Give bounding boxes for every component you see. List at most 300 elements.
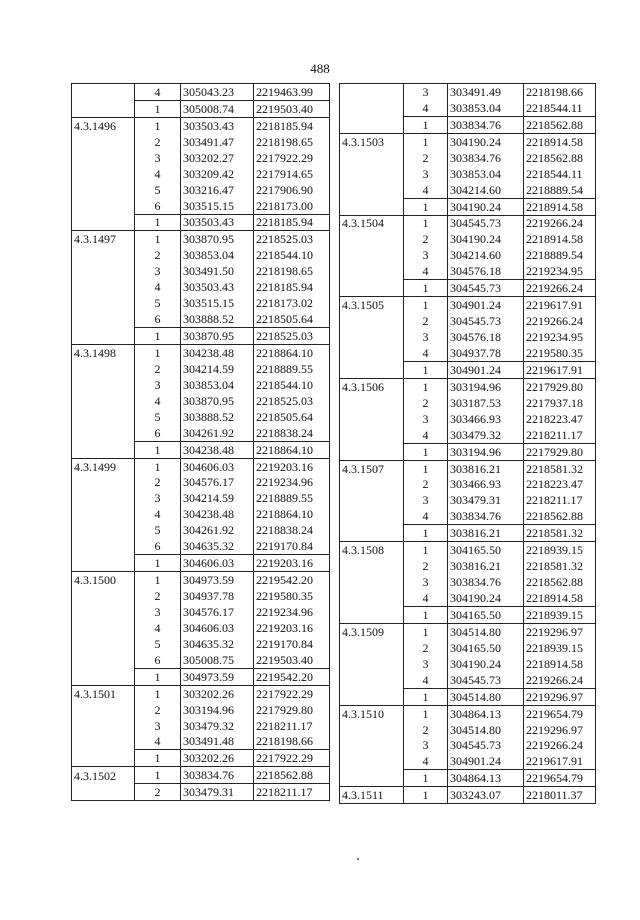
point-number-cell: 2 (135, 361, 181, 377)
point-number-cell: 4 (404, 345, 448, 361)
table-row (340, 133, 596, 149)
y-coordinate-cell: 2218914.58 (524, 133, 596, 149)
x-coordinate-cell: 303194.96 (448, 443, 524, 460)
table-row (72, 328, 330, 345)
point-number-cell: 1 (404, 770, 448, 787)
y-coordinate-cell: 2218211.17 (254, 718, 330, 734)
table-row (340, 688, 596, 705)
y-coordinate-cell: 2218562.88 (524, 116, 596, 133)
table-row (72, 555, 330, 572)
x-coordinate-cell: 303834.76 (448, 150, 524, 166)
x-coordinate-cell: 304545.73 (448, 672, 524, 688)
y-coordinate-cell: 2217922.29 (254, 150, 330, 166)
parcel-id-cell (72, 652, 135, 668)
x-coordinate-cell: 304901.24 (448, 297, 524, 313)
x-coordinate-cell: 305043.23 (181, 84, 254, 101)
parcel-id-cell (72, 490, 135, 506)
x-coordinate-cell: 305008.74 (181, 100, 254, 117)
table-row (72, 572, 330, 588)
x-coordinate-cell: 304864.13 (448, 705, 524, 721)
parcel-id-cell (72, 263, 135, 279)
table-row (340, 492, 596, 508)
table-row (72, 636, 330, 652)
y-coordinate-cell: 2219170.84 (254, 538, 330, 554)
x-coordinate-cell: 303466.93 (448, 411, 524, 427)
point-number-cell: 3 (404, 492, 448, 508)
x-coordinate-cell: 303853.04 (181, 247, 254, 263)
table-row (340, 460, 596, 476)
parcel-id-cell (72, 295, 135, 311)
point-number-cell: 1 (135, 458, 181, 474)
y-coordinate-cell: 2219203.16 (254, 458, 330, 474)
parcel-id-cell (72, 100, 135, 117)
y-coordinate-cell: 2218544.11 (524, 166, 596, 182)
y-coordinate-cell: 2218581.32 (524, 525, 596, 542)
x-coordinate-cell: 304937.78 (448, 345, 524, 361)
point-number-cell: 1 (404, 361, 448, 378)
parcel-id-cell (72, 393, 135, 409)
point-number-cell: 1 (404, 607, 448, 624)
table-row (340, 280, 596, 297)
parcel-id-cell (340, 443, 404, 460)
table-row (72, 668, 330, 685)
x-coordinate-cell: 303503.43 (181, 279, 254, 295)
y-coordinate-cell: 2219234.95 (524, 263, 596, 279)
y-coordinate-cell: 2218864.10 (254, 345, 330, 361)
parcel-id-cell: 4.3.1507 (340, 460, 404, 476)
table-row (340, 427, 596, 443)
parcel-id-cell (340, 345, 404, 361)
x-coordinate-cell: 303491.48 (181, 734, 254, 750)
table-row (72, 100, 330, 117)
table-row (340, 705, 596, 721)
parcel-id-cell (72, 750, 135, 767)
point-number-cell: 2 (404, 231, 448, 247)
x-coordinate-cell: 304190.24 (448, 198, 524, 215)
y-coordinate-cell: 2218198.66 (524, 84, 596, 100)
table-row (72, 182, 330, 198)
table-row (72, 409, 330, 425)
y-coordinate-cell: 2218838.24 (254, 522, 330, 538)
table-row (72, 652, 330, 668)
table-row (72, 767, 330, 784)
parcel-id-cell (340, 607, 404, 624)
parcel-id-cell (72, 84, 135, 101)
point-number-cell: 2 (404, 313, 448, 329)
table-row (340, 753, 596, 769)
coordinates-table-right (339, 83, 596, 804)
x-coordinate-cell: 304606.03 (181, 555, 254, 572)
parcel-id-cell: 4.3.1509 (340, 623, 404, 639)
table-row (340, 247, 596, 263)
y-coordinate-cell: 2217922.29 (254, 750, 330, 767)
y-coordinate-cell: 2219203.16 (254, 620, 330, 636)
parcel-id-cell: 4.3.1500 (72, 572, 135, 588)
parcel-id-cell (72, 150, 135, 166)
y-coordinate-cell: 2217937.18 (524, 395, 596, 411)
x-coordinate-cell: 304214.59 (181, 490, 254, 506)
parcel-id-cell: 4.3.1503 (340, 133, 404, 149)
point-number-cell: 2 (135, 475, 181, 491)
point-number-cell: 3 (135, 377, 181, 393)
table-row (340, 787, 596, 804)
y-coordinate-cell: 2218173.00 (254, 198, 330, 214)
x-coordinate-cell: 303216.47 (181, 182, 254, 198)
y-coordinate-cell: 2217914.65 (254, 166, 330, 182)
table-row (72, 425, 330, 441)
parcel-id-cell (72, 522, 135, 538)
y-coordinate-cell: 2218223.47 (524, 477, 596, 493)
point-number-cell: 3 (404, 166, 448, 182)
parcel-id-cell (72, 247, 135, 263)
y-coordinate-cell: 2219234.96 (254, 604, 330, 620)
y-coordinate-cell: 2218173.02 (254, 295, 330, 311)
point-number-cell: 1 (404, 460, 448, 476)
y-coordinate-cell: 2218939.15 (524, 640, 596, 656)
point-number-cell: 3 (404, 247, 448, 263)
point-number-cell: 1 (135, 767, 181, 784)
table-row (340, 443, 596, 460)
parcel-id-cell: 4.3.1501 (72, 685, 135, 701)
point-number-cell: 2 (404, 477, 448, 493)
parcel-id-cell (340, 574, 404, 590)
parcel-id-cell (340, 150, 404, 166)
x-coordinate-cell: 303515.15 (181, 295, 254, 311)
table-row (340, 558, 596, 574)
table-row (340, 100, 596, 116)
table-row (340, 116, 596, 133)
y-coordinate-cell: 2219580.35 (254, 588, 330, 604)
parcel-id-cell (340, 411, 404, 427)
y-coordinate-cell: 2218544.10 (254, 247, 330, 263)
table-row (340, 525, 596, 542)
parcel-id-cell (340, 231, 404, 247)
x-coordinate-cell: 304165.50 (448, 542, 524, 558)
table-row (72, 393, 330, 409)
parcel-id-cell (72, 555, 135, 572)
table-row (72, 198, 330, 214)
parcel-id-cell (340, 263, 404, 279)
point-number-cell: 1 (404, 525, 448, 542)
parcel-id-cell (72, 361, 135, 377)
x-coordinate-cell: 303202.27 (181, 150, 254, 166)
table-row (72, 490, 330, 506)
parcel-id-cell (340, 313, 404, 329)
parcel-id-cell: 4.3.1504 (340, 215, 404, 231)
table-row (340, 345, 596, 361)
x-coordinate-cell: 304190.24 (448, 133, 524, 149)
table-row (72, 345, 330, 361)
y-coordinate-cell: 2218525.03 (254, 393, 330, 409)
scan-speck (357, 858, 359, 860)
parcel-id-cell: 4.3.1502 (72, 767, 135, 784)
table-row (72, 588, 330, 604)
parcel-id-cell (72, 198, 135, 214)
y-coordinate-cell: 2219266.24 (524, 313, 596, 329)
y-coordinate-cell: 2217929.80 (524, 378, 596, 394)
parcel-id-cell: 4.3.1497 (72, 231, 135, 247)
point-number-cell: 2 (135, 247, 181, 263)
x-coordinate-cell: 304545.73 (448, 738, 524, 754)
parcel-id-cell (72, 538, 135, 554)
point-number-cell: 3 (404, 329, 448, 345)
x-coordinate-cell: 303491.47 (181, 134, 254, 150)
x-coordinate-cell: 303816.21 (448, 525, 524, 542)
y-coordinate-cell: 2218562.88 (524, 574, 596, 590)
point-number-cell: 1 (404, 378, 448, 394)
y-coordinate-cell: 2218011.37 (524, 787, 596, 804)
x-coordinate-cell: 304261.92 (181, 425, 254, 441)
table-row (72, 361, 330, 377)
parcel-id-cell (72, 636, 135, 652)
x-coordinate-cell: 303870.95 (181, 231, 254, 247)
point-number-cell: 4 (404, 263, 448, 279)
x-coordinate-cell: 304190.24 (448, 656, 524, 672)
table-row (340, 574, 596, 590)
x-coordinate-cell: 304190.24 (448, 590, 524, 606)
parcel-id-cell (72, 214, 135, 231)
table-row (340, 182, 596, 198)
parcel-id-cell (72, 328, 135, 345)
point-number-cell: 3 (404, 574, 448, 590)
parcel-id-cell: 4.3.1499 (72, 458, 135, 474)
y-coordinate-cell: 2218198.66 (254, 734, 330, 750)
x-coordinate-cell: 304864.13 (448, 770, 524, 787)
point-number-cell: 1 (404, 198, 448, 215)
parcel-id-cell: 4.3.1498 (72, 345, 135, 361)
y-coordinate-cell: 2218562.88 (524, 150, 596, 166)
parcel-id-cell (340, 84, 404, 100)
table-row (72, 784, 330, 801)
parcel-id-cell: 4.3.1505 (340, 297, 404, 313)
table-row (340, 378, 596, 394)
table-row (340, 656, 596, 672)
point-number-cell: 1 (404, 542, 448, 558)
point-number-cell: 4 (404, 100, 448, 116)
parcel-id-cell (72, 425, 135, 441)
point-number-cell: 3 (135, 263, 181, 279)
parcel-id-cell (340, 770, 404, 787)
parcel-id-cell (340, 672, 404, 688)
point-number-cell: 1 (404, 443, 448, 460)
x-coordinate-cell: 303491.49 (448, 84, 524, 100)
table-row (72, 231, 330, 247)
x-coordinate-cell: 304214.60 (448, 182, 524, 198)
point-number-cell: 3 (404, 656, 448, 672)
y-coordinate-cell: 2219654.79 (524, 705, 596, 721)
x-coordinate-cell: 304165.50 (448, 607, 524, 624)
table-row (340, 361, 596, 378)
parcel-id-cell (72, 377, 135, 393)
table-row (72, 702, 330, 718)
parcel-id-cell (72, 620, 135, 636)
y-coordinate-cell: 2218581.32 (524, 460, 596, 476)
table-row (340, 738, 596, 754)
y-coordinate-cell: 2219234.96 (254, 475, 330, 491)
x-coordinate-cell: 304973.59 (181, 572, 254, 588)
parcel-id-cell (340, 558, 404, 574)
point-number-cell: 1 (404, 688, 448, 705)
x-coordinate-cell: 303491.50 (181, 263, 254, 279)
table-row (340, 640, 596, 656)
table-row (72, 150, 330, 166)
table-row (72, 604, 330, 620)
point-number-cell: 4 (404, 590, 448, 606)
point-number-cell: 3 (135, 490, 181, 506)
parcel-id-cell (340, 361, 404, 378)
y-coordinate-cell: 2218562.88 (524, 508, 596, 524)
parcel-id-cell: 4.3.1508 (340, 542, 404, 558)
x-coordinate-cell: 303853.04 (181, 377, 254, 393)
table-row (340, 590, 596, 606)
y-coordinate-cell: 2218914.58 (524, 656, 596, 672)
point-number-cell: 1 (135, 441, 181, 458)
y-coordinate-cell: 2219617.91 (524, 297, 596, 313)
y-coordinate-cell: 2218505.64 (254, 311, 330, 327)
x-coordinate-cell: 304545.73 (448, 280, 524, 297)
y-coordinate-cell: 2218211.17 (524, 427, 596, 443)
parcel-id-cell (340, 427, 404, 443)
table-row (72, 247, 330, 263)
coordinates-table-left (71, 83, 330, 801)
point-number-cell: 6 (135, 652, 181, 668)
point-number-cell: 6 (135, 425, 181, 441)
y-coordinate-cell: 2218914.58 (524, 231, 596, 247)
y-coordinate-cell: 2217929.80 (254, 702, 330, 718)
table-row (340, 297, 596, 313)
point-number-cell: 4 (135, 506, 181, 522)
point-number-cell: 1 (404, 280, 448, 297)
table-row (72, 279, 330, 295)
point-number-cell: 5 (135, 182, 181, 198)
point-number-cell: 4 (135, 393, 181, 409)
y-coordinate-cell: 2218525.03 (254, 328, 330, 345)
x-coordinate-cell: 303870.95 (181, 328, 254, 345)
y-coordinate-cell: 2218185.94 (254, 279, 330, 295)
x-coordinate-cell: 304635.32 (181, 636, 254, 652)
x-coordinate-cell: 303853.04 (448, 166, 524, 182)
table-row (72, 134, 330, 150)
y-coordinate-cell: 2219503.40 (254, 100, 330, 117)
x-coordinate-cell: 304576.17 (181, 604, 254, 620)
y-coordinate-cell: 2218914.58 (524, 590, 596, 606)
parcel-id-cell (340, 525, 404, 542)
point-number-cell: 4 (404, 427, 448, 443)
parcel-id-cell (340, 166, 404, 182)
point-number-cell: 1 (135, 555, 181, 572)
x-coordinate-cell: 303888.52 (181, 409, 254, 425)
y-coordinate-cell: 2219296.97 (524, 688, 596, 705)
x-coordinate-cell: 303209.42 (181, 166, 254, 182)
x-coordinate-cell: 304635.32 (181, 538, 254, 554)
x-coordinate-cell: 303479.31 (181, 784, 254, 801)
parcel-id-cell (72, 506, 135, 522)
table-row (340, 166, 596, 182)
parcel-id-cell: 4.3.1496 (72, 117, 135, 133)
x-coordinate-cell: 303888.52 (181, 311, 254, 327)
x-coordinate-cell: 304937.78 (181, 588, 254, 604)
x-coordinate-cell: 303834.76 (448, 508, 524, 524)
page-number: 488 (310, 61, 330, 76)
point-number-cell: 6 (135, 198, 181, 214)
table-row (72, 458, 330, 474)
parcel-id-cell: 4.3.1506 (340, 378, 404, 394)
parcel-id-cell (72, 441, 135, 458)
parcel-id-cell (72, 734, 135, 750)
table-row (72, 214, 330, 231)
x-coordinate-cell: 303243.07 (448, 787, 524, 804)
table-row (72, 538, 330, 554)
table-row (72, 718, 330, 734)
point-number-cell: 1 (135, 345, 181, 361)
point-number-cell: 1 (135, 685, 181, 701)
table-row (340, 411, 596, 427)
y-coordinate-cell: 2218185.94 (254, 117, 330, 133)
point-number-cell: 3 (404, 84, 448, 100)
parcel-id-cell (72, 311, 135, 327)
point-number-cell: 4 (135, 620, 181, 636)
parcel-id-cell (72, 409, 135, 425)
y-coordinate-cell: 2219170.84 (254, 636, 330, 652)
table-row (72, 441, 330, 458)
x-coordinate-cell: 304261.92 (181, 522, 254, 538)
y-coordinate-cell: 2218939.15 (524, 607, 596, 624)
point-number-cell: 1 (135, 572, 181, 588)
point-number-cell: 1 (404, 133, 448, 149)
x-coordinate-cell: 303187.53 (448, 395, 524, 411)
x-coordinate-cell: 303479.32 (181, 718, 254, 734)
x-coordinate-cell: 303834.76 (448, 116, 524, 133)
parcel-id-cell (340, 656, 404, 672)
y-coordinate-cell: 2218562.88 (254, 767, 330, 784)
parcel-id-cell (340, 182, 404, 198)
x-coordinate-cell: 303202.26 (181, 685, 254, 701)
table-row (340, 623, 596, 639)
table-row (340, 770, 596, 787)
table-row (340, 508, 596, 524)
point-number-cell: 4 (404, 508, 448, 524)
point-number-cell: 4 (404, 753, 448, 769)
parcel-id-cell (340, 247, 404, 263)
y-coordinate-cell: 2218544.11 (524, 100, 596, 116)
point-number-cell: 4 (135, 84, 181, 101)
x-coordinate-cell: 303194.96 (181, 702, 254, 718)
point-number-cell: 6 (135, 538, 181, 554)
parcel-id-cell (340, 116, 404, 133)
parcel-id-cell (72, 588, 135, 604)
point-number-cell: 2 (404, 558, 448, 574)
table-row (72, 522, 330, 538)
y-coordinate-cell: 2218525.03 (254, 231, 330, 247)
y-coordinate-cell: 2218211.17 (254, 784, 330, 801)
parcel-id-cell (340, 280, 404, 297)
y-coordinate-cell: 2218198.65 (254, 134, 330, 150)
y-coordinate-cell: 2218889.55 (254, 361, 330, 377)
parcel-id-cell (72, 718, 135, 734)
point-number-cell: 1 (135, 117, 181, 133)
point-number-cell: 4 (135, 734, 181, 750)
point-number-cell: 1 (135, 214, 181, 231)
point-number-cell: 4 (135, 279, 181, 295)
x-coordinate-cell: 304606.03 (181, 620, 254, 636)
x-coordinate-cell: 304545.73 (448, 313, 524, 329)
y-coordinate-cell: 2218198.65 (254, 263, 330, 279)
x-coordinate-cell: 303503.43 (181, 214, 254, 231)
point-number-cell: 1 (404, 116, 448, 133)
point-number-cell: 3 (135, 150, 181, 166)
y-coordinate-cell: 2218864.10 (254, 441, 330, 458)
x-coordinate-cell: 304901.24 (448, 361, 524, 378)
